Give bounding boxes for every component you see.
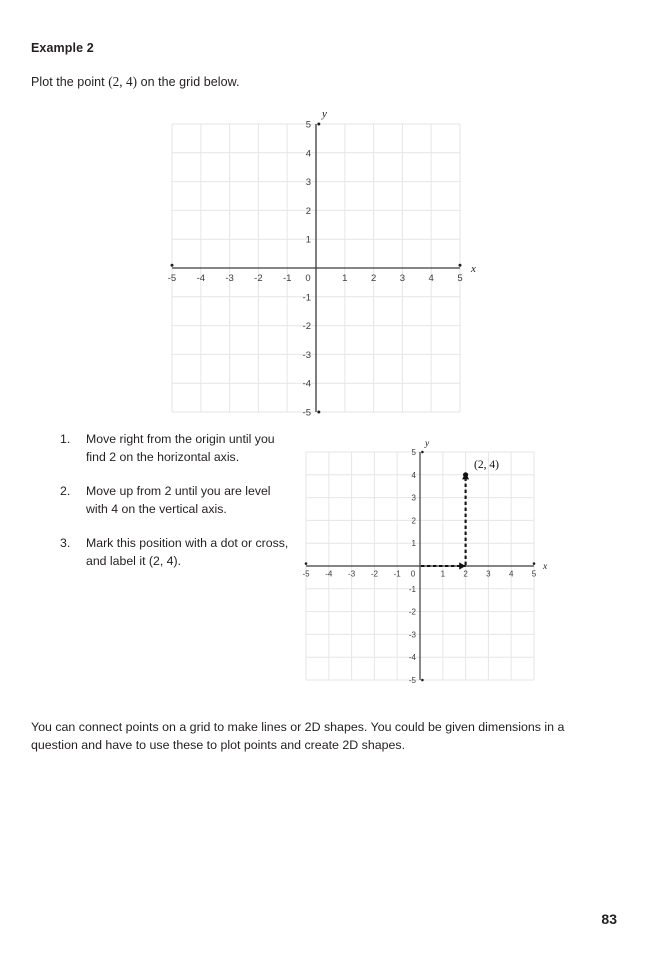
x-tick-label: 2 xyxy=(463,569,468,579)
page-number: 83 xyxy=(601,911,617,927)
instruction-text xyxy=(31,74,240,90)
y-tick-label: -5 xyxy=(408,676,416,685)
closing-paragraph: You can connect points on a grid to make lines or 2D shapes. You could be given dimensions in a question and have to use these to plot points and create 2D shapes. xyxy=(31,720,565,752)
y-tick-label: -5 xyxy=(302,407,311,419)
x-axis-label: x xyxy=(543,562,548,572)
y-tick-label: -3 xyxy=(408,630,416,640)
x-tick-label: 2 xyxy=(370,273,377,284)
y-tick-label: 4 xyxy=(411,470,416,480)
y-tick-label: 2 xyxy=(305,205,311,217)
x-tick-label: -1 xyxy=(282,273,292,284)
y-tick-label: -2 xyxy=(302,321,311,333)
y-tick-label: -3 xyxy=(302,349,311,361)
list-item-number: 3. xyxy=(60,536,71,551)
y-tick-label: -1 xyxy=(408,584,416,594)
x-tick-label: 4 xyxy=(428,273,434,284)
plotted-point-label: (2, 4) xyxy=(474,459,499,471)
list-item xyxy=(60,483,290,518)
y-tick-label: 5 xyxy=(305,119,311,131)
y-tick-label: 2 xyxy=(411,516,416,526)
y-tick-label: 4 xyxy=(305,148,311,160)
y-axis-label: y xyxy=(322,108,327,120)
plotted-coordinate-grid xyxy=(290,436,560,696)
list-item-text: Move right from the origin until you find 2 on the horizontal axis. xyxy=(86,432,275,464)
plotted-grid-svg xyxy=(290,436,560,696)
y-tick-label: -4 xyxy=(408,653,416,663)
x-tick-label: 5 xyxy=(531,569,537,579)
y-tick-label: 5 xyxy=(411,448,416,457)
x-tick-label: 5 xyxy=(457,273,463,284)
list-item-number: 1. xyxy=(60,432,71,446)
instruction-suffix: on the grid below. xyxy=(137,75,240,89)
y-tick-label: 1 xyxy=(411,539,416,549)
x-tick-label: -1 xyxy=(393,569,401,579)
arrowheads xyxy=(459,473,469,570)
y-tick-label: 3 xyxy=(305,177,311,189)
x-tick-label: 1 xyxy=(440,569,446,579)
x-tick-label: -2 xyxy=(254,273,263,284)
steps-list xyxy=(60,431,290,588)
list-item-text: Move up from 2 until you are level with 4 on the vertical axis. xyxy=(86,484,271,516)
blank-coordinate-grid xyxy=(150,104,500,430)
instruction-prefix: Plot the point xyxy=(31,75,109,89)
y-tick-labels xyxy=(303,120,311,419)
y-tick-label: -1 xyxy=(302,292,311,304)
y-axis-label: y xyxy=(425,439,430,449)
blank-grid-svg xyxy=(150,104,500,430)
x-tick-label: 1 xyxy=(342,273,348,284)
x-tick-label: -5 xyxy=(302,569,310,579)
list-item-text: Mark this position with a dot or cross, and label it (2, 4). xyxy=(86,536,289,568)
list-item xyxy=(60,431,290,466)
y-tick-label: -2 xyxy=(408,607,416,617)
y-tick-label: -4 xyxy=(302,378,311,390)
x-tick-label: -3 xyxy=(225,273,234,284)
x-tick-label: 3 xyxy=(399,273,406,284)
page-title: Example 2 xyxy=(31,41,94,55)
x-tick-label: 3 xyxy=(486,569,491,579)
x-tick-label: -4 xyxy=(196,273,206,284)
x-tick-label: -5 xyxy=(167,273,177,284)
x-axis-label: x xyxy=(471,263,476,275)
plotted-point-marker xyxy=(463,472,468,477)
y-tick-label: 3 xyxy=(411,493,416,503)
axes xyxy=(306,452,534,680)
axes xyxy=(172,124,463,412)
list-item xyxy=(60,535,290,570)
x-tick-label: -2 xyxy=(370,569,378,579)
x-tick-labels xyxy=(168,273,463,284)
instruction-point-value: (2, 4) xyxy=(108,74,138,89)
x-tick-label: -4 xyxy=(325,569,333,579)
x-tick-label: 0 xyxy=(410,569,416,579)
x-tick-label: 4 xyxy=(508,569,514,579)
y-tick-label: 1 xyxy=(305,234,311,246)
x-tick-label: 0 xyxy=(305,273,311,284)
x-tick-label: -3 xyxy=(348,569,356,579)
list-item-number: 2. xyxy=(60,484,71,499)
